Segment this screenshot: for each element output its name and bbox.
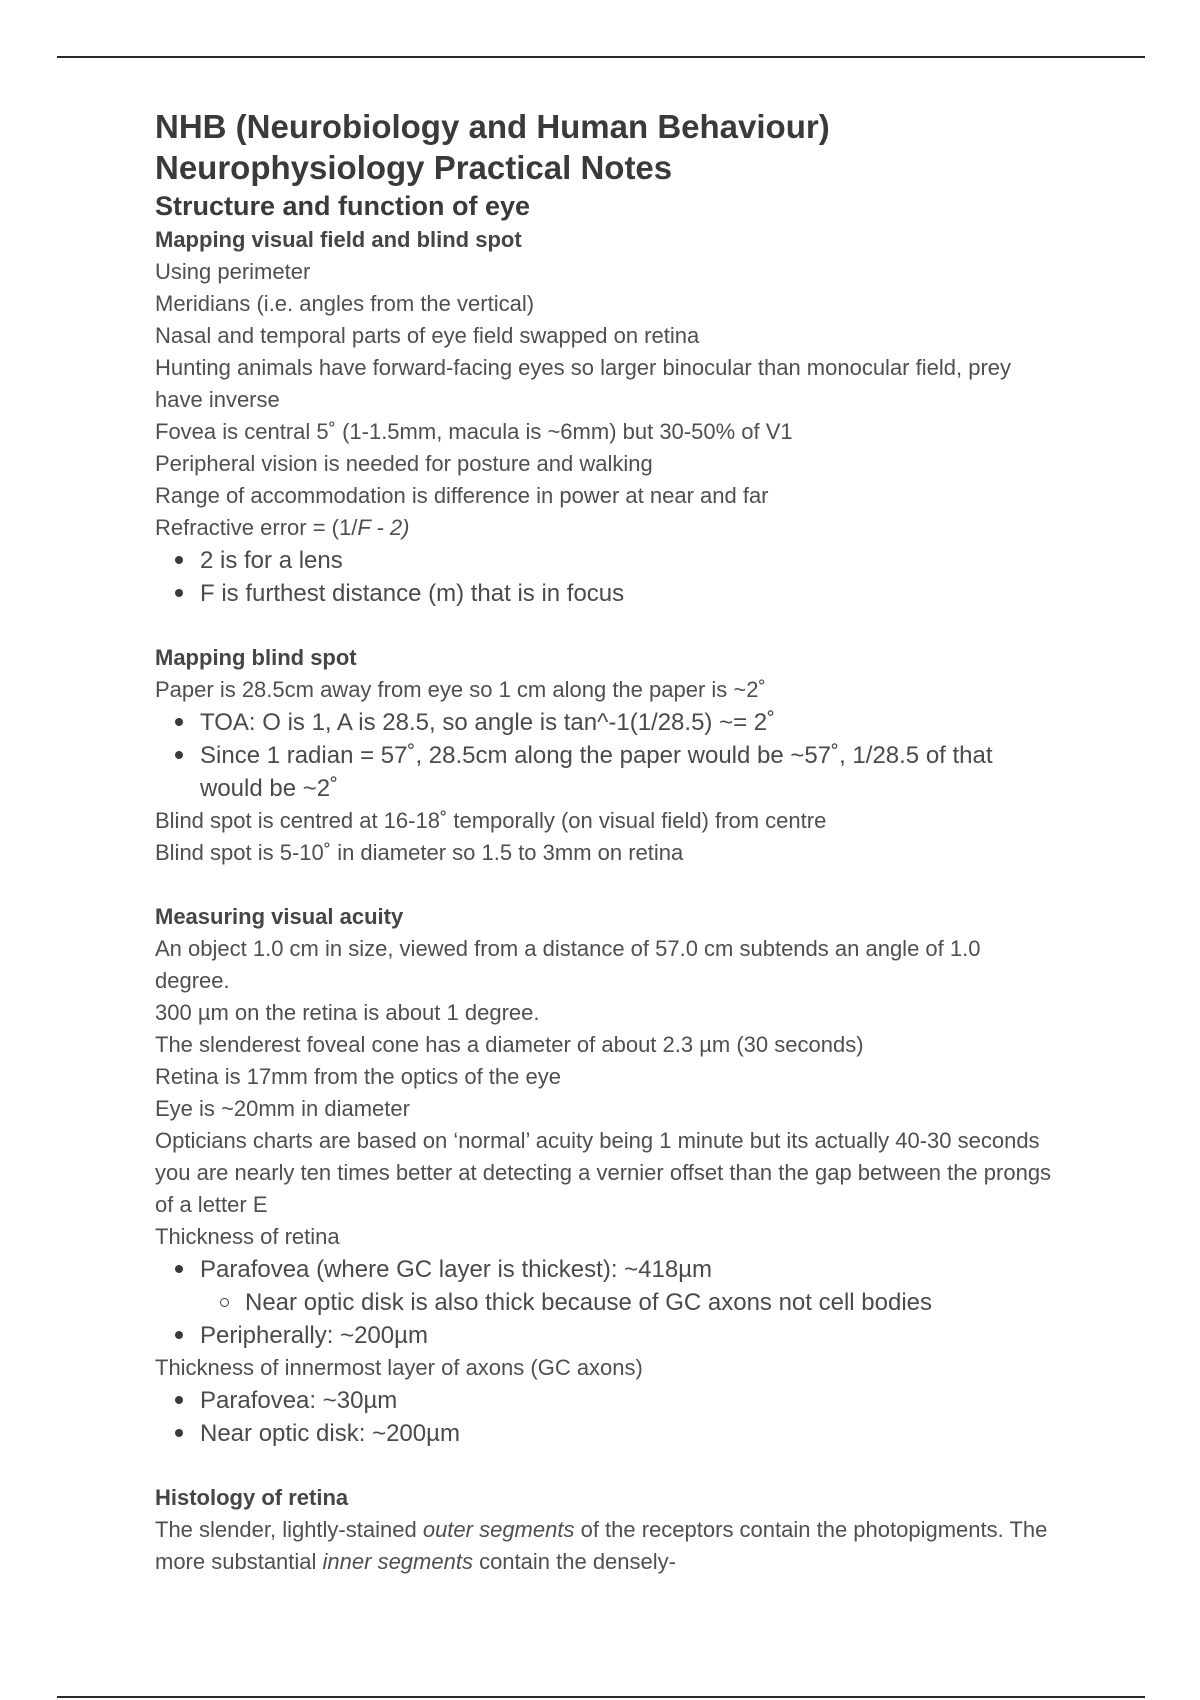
text-line: Using perimeter: [155, 259, 311, 284]
list-item: [155, 1253, 1055, 1319]
text-line: Blind spot is centred at 16-18˚ temporally (on visual field) from centre: [155, 808, 827, 833]
title-line-1: NHB (Neurobiology and Human Behaviour): [155, 108, 830, 145]
list-item: 2 is for a lens: [155, 544, 1055, 577]
text-line: Retina is 17mm from the optics of the eye: [155, 1064, 561, 1089]
refractive-error-prefix: Refractive error = (1/: [155, 515, 358, 540]
text-line: Nasal and temporal parts of eye field swapped on retina: [155, 323, 700, 348]
list-item: Peripherally: ~200µm: [155, 1319, 1055, 1352]
text-line: Blind spot is 5-10˚ in diameter so 1.5 to 3mm on retina: [155, 840, 684, 865]
text-line: Peripheral vision is needed for posture and walking: [155, 451, 653, 476]
text-line: Eye is ~20mm in diameter: [155, 1096, 410, 1121]
spacer: [155, 610, 1055, 642]
text-line: 300 µm on the retina is about 1 degree.: [155, 1000, 540, 1025]
heading-visual-field: Mapping visual field and blind spot: [155, 227, 522, 252]
bullet-list: [155, 706, 1055, 805]
heading-histology: Histology of retina: [155, 1485, 349, 1510]
text-line: Range of accommodation is difference in power at near and far: [155, 483, 769, 508]
title-line-2: Neurophysiology Practical Notes: [155, 149, 673, 186]
outer-segments-term: outer segments: [422, 1517, 575, 1542]
text-line: Hunting animals have forward-facing eyes so larger binocular than monocular field, prey have inverse: [155, 355, 1012, 412]
refractive-error-italic: F - 2): [357, 515, 410, 540]
list-item-text: Parafovea (where GC layer is thickest): ~418µm: [200, 1256, 713, 1283]
list-item: TOA: O is 1, A is 28.5, so angle is tan^-1(1/28.5) ~= 2˚: [155, 706, 1055, 739]
text-line: Fovea is central 5˚ (1-1.5mm, macula is ~6mm) but 30-50% of V1: [155, 419, 793, 444]
list-item: Since 1 radian = 57˚, 28.5cm along the paper would be ~57˚, 1/28.5 of that would be ~2˚: [155, 739, 1055, 805]
heading-blind-spot: Mapping blind spot: [155, 645, 357, 670]
top-rule: [57, 56, 1145, 58]
text-line: Thickness of retina: [155, 1224, 340, 1249]
list-item: Near optic disk: ~200µm: [155, 1417, 1055, 1450]
sub-bullet-list: [200, 1286, 1055, 1319]
text-line: An object 1.0 cm in size, viewed from a distance of 57.0 cm subtends an angle of 1.0 degree.: [155, 936, 981, 993]
bullet-list: [155, 1384, 1055, 1450]
text-line: The slenderest foveal cone has a diameter of about 2.3 µm (30 seconds): [155, 1032, 864, 1057]
bottom-rule: [57, 1696, 1145, 1698]
histology-paragraph: [155, 1514, 1055, 1578]
spacer: [155, 1450, 1055, 1482]
list-item: Parafovea: ~30µm: [155, 1384, 1055, 1417]
document-body: [155, 106, 1055, 1578]
spacer: [155, 869, 1055, 901]
text-line: Opticians charts are based on ‘normal’ acuity being 1 minute but its actually 40-30 seconds: [155, 1128, 1040, 1153]
text-line: Paper is 28.5cm away from eye so 1 cm along the paper is ~2˚: [155, 677, 766, 702]
bullet-list: [155, 1253, 1055, 1352]
text-line: Thickness of innermost layer of axons (GC axons): [155, 1355, 643, 1380]
sub-list-item: Near optic disk is also thick because of GC axons not cell bodies: [200, 1286, 1055, 1319]
section-title: Structure and function of eye: [155, 191, 531, 221]
heading-visual-acuity: Measuring visual acuity: [155, 904, 404, 929]
bullet-list: [155, 544, 1055, 610]
list-item: F is furthest distance (m) that is in focus: [155, 577, 1055, 610]
inner-segments-term: inner segments: [322, 1549, 473, 1574]
text-run: The slender, lightly-stained: [155, 1517, 423, 1542]
text-line: [155, 512, 1055, 544]
text-line: you are nearly ten times better at detecting a vernier offset than the gap between the prongs of a letter E: [155, 1160, 1052, 1217]
text-line: Meridians (i.e. angles from the vertical): [155, 291, 535, 316]
text-run: contain the densely-: [472, 1549, 676, 1574]
text-run: of the receptors contain the photopigments. The more substantial: [155, 1517, 1048, 1574]
page-title: [155, 106, 1055, 188]
